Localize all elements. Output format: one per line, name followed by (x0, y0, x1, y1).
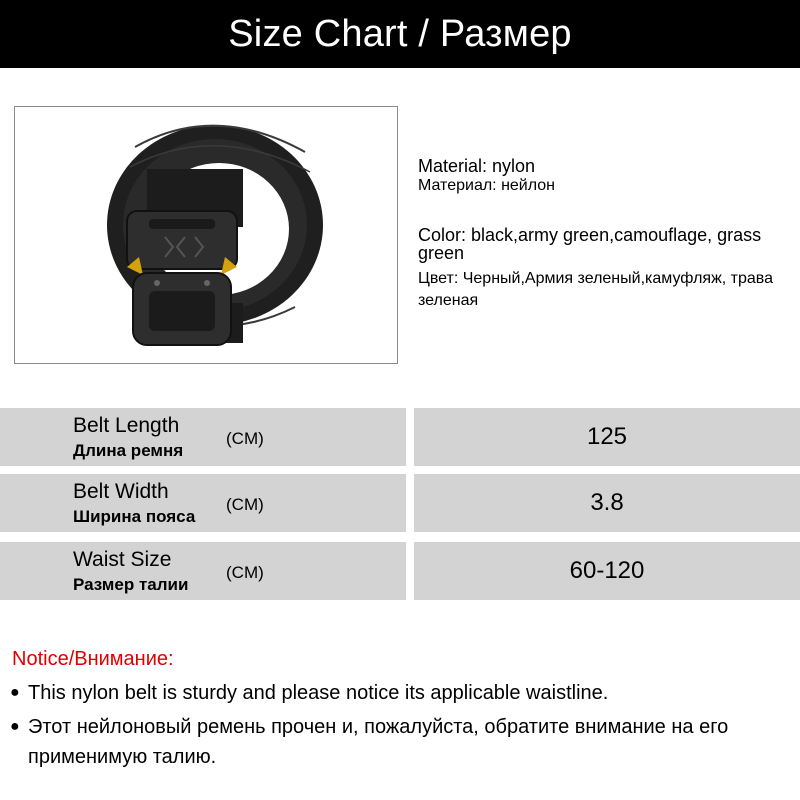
row-label-cell (0, 408, 406, 466)
notice-title: Notice/Внимание: (12, 648, 174, 670)
row-value: 125 (586, 423, 628, 450)
bullet-icon: ● (10, 718, 20, 735)
row-unit: (CM) (226, 495, 264, 514)
row-value-cell (414, 474, 800, 532)
bullet-icon: ● (10, 684, 20, 701)
row-value: 3.8 (590, 489, 624, 516)
row-label-en: Belt Width (73, 480, 169, 503)
row-label-cell (0, 542, 406, 600)
table-row (0, 542, 800, 600)
row-unit: (CM) (226, 563, 264, 582)
table-row (0, 474, 800, 532)
notice-item (10, 712, 790, 772)
row-label-cell (0, 474, 406, 532)
row-value: 60-120 (569, 557, 645, 584)
row-value-cell (414, 408, 800, 466)
material-en: Material: nylon (418, 156, 536, 176)
tactical-belt-icon (15, 107, 397, 363)
material-ru: Материал: нейлон (418, 177, 555, 194)
notice-text-ru: Этот нейлоновый ремень прочен и, пожалуйста, обратите внимание на его применимую талию. (28, 716, 729, 768)
row-label-ru: Размер талии (73, 575, 189, 594)
page-title: Size Chart / Размер (228, 12, 572, 55)
color-ru: Цвет: Черный,Армия зеленый,камуфляж, трава зеленая (418, 270, 774, 309)
material-info (418, 156, 555, 196)
product-photo (14, 106, 398, 364)
row-label-en: Waist Size (73, 548, 172, 571)
color-en: Color: black,army green,camouflage, grass green (418, 225, 762, 263)
color-info (418, 226, 798, 312)
row-label-ru: Ширина пояса (73, 507, 196, 526)
size-table (0, 408, 800, 602)
row-label-ru: Длина ремня (73, 441, 184, 460)
notice-text-en: This nylon belt is sturdy and please notice its applicable waistline. (28, 682, 609, 704)
row-label-en: Belt Length (73, 414, 180, 437)
header-banner (0, 0, 800, 68)
row-unit: (CM) (226, 429, 264, 448)
row-value-cell (414, 542, 800, 600)
table-row (0, 408, 800, 466)
notice-item (10, 678, 790, 708)
